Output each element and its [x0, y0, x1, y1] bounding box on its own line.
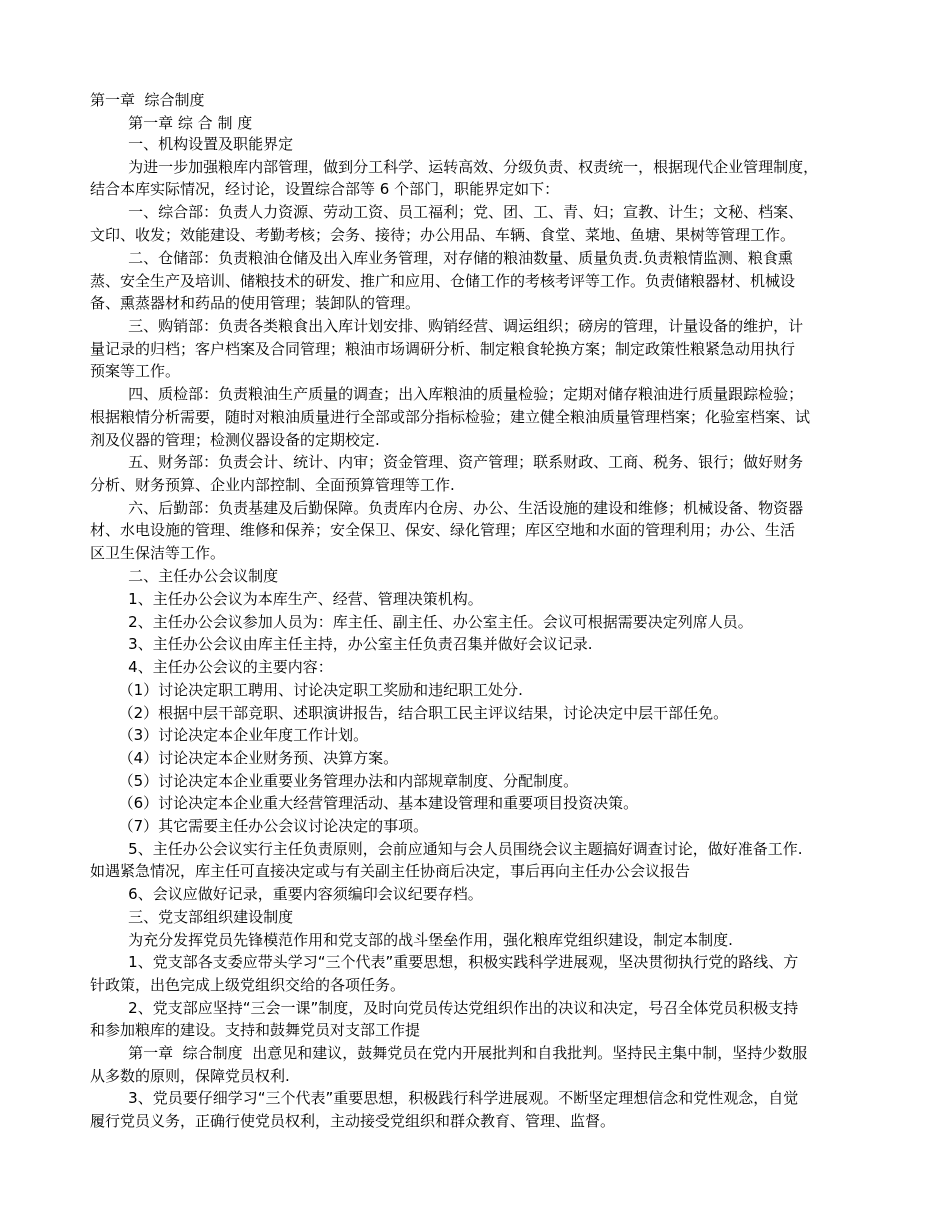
text-line: （4）讨论决定本企业财务预、决算方案。 [90, 749, 399, 767]
text-line: 四、质检部：负责粮油生产质量的调查；出入库粮油的质量检验；定期对储存粮油进行质量跟踪检验； [90, 385, 804, 403]
text-line: 分析、财务预算、企业内部控制、全面预算管理等工作. [90, 476, 455, 494]
text-line: 4、主任办公会议的主要内容： [90, 658, 333, 676]
text-line: 为充分发挥党员先锋模范作用和党支部的战斗堡垒作用，强化粮库党组织建设，制定本制度. [90, 931, 733, 949]
text-line: （5）讨论决定本企业重要业务管理办法和内部规章制度、分配制度。 [90, 772, 579, 790]
text-line: 2、党支部应坚持“三会一课”制度，及时向党员传达党组织作出的决议和决定，号召全体党员积极支持 [90, 999, 799, 1017]
text-line: 和参加粮库的建设。支持和鼓舞党员对支部工作提 [90, 1021, 421, 1039]
text-line: 3、主任办公会议由库主任主持，办公室主任负责召集并做好会议记录. [90, 635, 593, 653]
text-line: 为进一步加强粮库内部管理，做到分工科学、运转高效、分级负责、权责统一，根据现代企业管理制度， [90, 158, 819, 176]
text-line: 六、后勤部：负责基建及后勤保障。负责库内仓房、办公、生活设施的建设和维修；机械设备、物资器 [90, 499, 804, 517]
text-line: 剂及仪器的管理；检测仪器设备的定期校定. [90, 431, 380, 449]
text-line: 五、财务部：负责会计、统计、内审；资金管理、资产管理；联系财政、工商、税务、银行；做好财务 [90, 453, 804, 471]
text-line: （3）讨论决定本企业年度工作计划。 [90, 726, 369, 744]
text-line: （6）讨论决定本企业重大经营管理活动、基本建设管理和重要项目投资决策。 [90, 794, 639, 812]
text-line: 文印、收发；效能建设、考勤考核；会务、接待；办公用品、车辆、食堂、菜地、鱼塘、果树等管理工作。 [90, 226, 796, 244]
text-line: 三、党支部组织建设制度 [90, 908, 294, 926]
text-line: 备、熏蒸器材和药品的使用管理；装卸队的管理。 [90, 294, 421, 312]
text-line: 三、购销部：负责各类粮食出入库计划安排、购销经营、调运组织；磅房的管理，计量设备的维护，计 [90, 317, 804, 335]
text-line: 一、综合部：负责人力资源、劳动工资、员工福利；党、团、工、青、妇；宣教、计生；文秘、档案、 [90, 203, 804, 221]
text-line: 预案等工作。 [90, 362, 181, 380]
text-line: 第一章 综 合 制 度 [90, 114, 253, 132]
text-line: 一、机构设置及职能界定 [90, 135, 294, 153]
text-line: 1、党支部各支委应带头学习“三个代表”重要思想，积极实践科学进展观，坚决贯彻执行党的路线、方 [90, 953, 799, 971]
text-line: 第一章 综合制度 出意见和建议，鼓舞党员在党内开展批判和自我批判。坚持民主集中制，坚持少数服 [90, 1044, 808, 1062]
text-line: （2）根据中层干部竞职、述职演讲报告，结合职工民主评议结果，讨论决定中层干部任免。 [90, 704, 729, 722]
text-line: 从多数的原则，保障党员权利. [90, 1067, 290, 1085]
text-line: 量记录的归档；客户档案及合同管理；粮油市场调研分析、制定粮食轮换方案；制定政策性粮紧急动用执行 [90, 340, 796, 358]
text-line: 履行党员义务，正确行使党员权利，主动接受党组织和群众教育、管理、监督。 [90, 1112, 616, 1130]
text-line: 二、主任办公会议制度 [90, 567, 279, 585]
text-line: 针政策，出色完成上级党组织交给的各项任务。 [90, 976, 406, 994]
text-line: 区卫生保洁等工作。 [90, 544, 226, 562]
text-line: 蒸、安全生产及培训、储粮技术的研发、推广和应用、仓储工作的考核考评等工作。负责储粮器材、机械设 [90, 272, 796, 290]
text-line: 二、仓储部：负责粮油仓储及出入库业务管理，对存储的粮油数量、质量负责.负责粮情监测、粮食熏 [90, 249, 793, 267]
text-line: 3、党员要仔细学习“三个代表”重要思想，积极践行科学进展观。不断坚定理想信念和党性观念，自觉 [90, 1089, 799, 1107]
text-line: 6、会议应做好记录，重要内容须编印会议纪要存档。 [90, 885, 483, 903]
text-line: （7）其它需要主任办公会议讨论决定的事项。 [90, 817, 429, 835]
text-line: 第一章 综合制度 [90, 91, 205, 109]
text-line: 2、主任办公会议参加人员为：库主任、副主任、办公室主任。会议可根据需要决定列席人员。 [90, 613, 753, 631]
text-line: 5、主任办公会议实行主任负责原则，会前应通知与会人员围绕会议主题搞好调查讨论，做好准备工作. [90, 840, 803, 858]
text-line: 如遇紧急情况，库主任可直接决定或与有关副主任协商后决定，事后再向主任办公会议报告 [90, 862, 691, 880]
text-line: 材、水电设施的管理、维修和保养；安全保卫、保安、绿化管理；库区空地和水面的管理利用；办公、生活 [90, 521, 796, 539]
text-line: （1）讨论决定职工聘用、讨论决定职工奖励和违纪职工处分. [90, 681, 523, 699]
text-line: 根据粮情分析需要，随时对粮油质量进行全部或部分指标检验；建立健全粮油质量管理档案；化验室档案、试 [90, 408, 811, 426]
text-line: 结合本库实际情况，经讨论，设置综合部等 6 个部门，职能界定如下： [90, 180, 560, 198]
text-line: 1、主任办公会议为本库生产、经营、管理决策机构。 [90, 590, 483, 608]
